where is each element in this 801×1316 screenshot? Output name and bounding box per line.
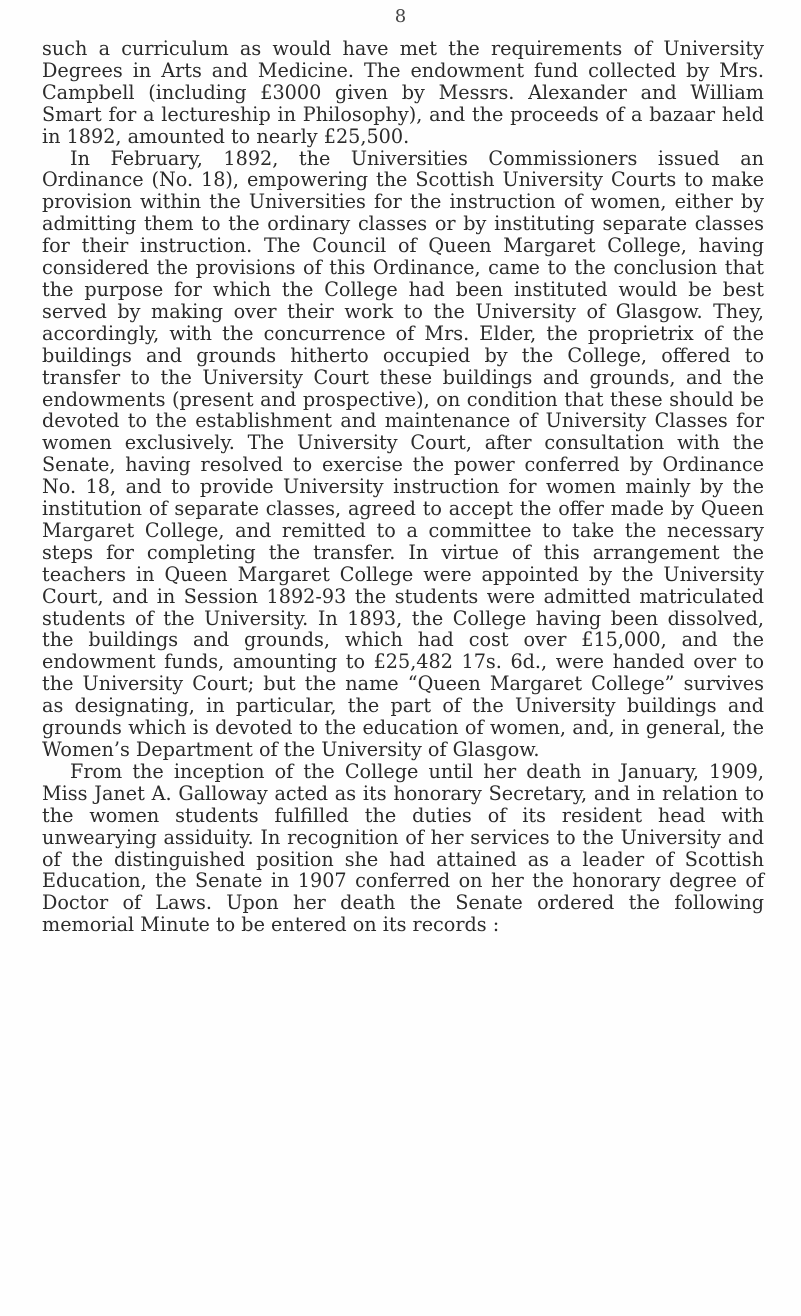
- paragraph: In February, 1892, the Universities Commissioners issued an Ordinance (No. 18), empowering the Scottish University Courts to make provision within the Universities for the instruction of women, either by admitting them to the ordinary classes or by instituting separate classes for their instruction. The Council of Queen Margaret College, having considered the provisions of this Ordinance, came to the conclusion that the purpose for which the College had been instituted would be best served by making over their work to the University of Glasgow. They, accordingly, with the concurrence of Mrs. Elder, the proprietrix of the buildings and grounds hitherto occupied by the College, offered to transfer to the University Court these buildings and grounds, and the endowments (present and prospective), on condition that these should be devoted to the establishment and maintenance of University Classes for women exclusively. The University Court, after consultation with the Senate, having resolved to exercise the power conferred by Ordinance No. 18, and to provide University instruction for women mainly by the institution of separate classes, agreed to accept the offer made by Queen Margaret College, and remitted to a committee to take the necessary steps for completing the transfer. In virtue of this arrangement the teachers in Queen Margaret College were appointed by the University Court, and in Session 1892-93 the students were admitted matriculated students of the University. In 1893, the College having been dissolved, the buildings and grounds, which had cost over £15,000, and the endowment funds, amounting to £25,482 17s. 6d., were handed over to the University Court; but the name “Queen Margaret College” survives as designating, in particular, the part of the University buildings and grounds which is devoted to the education of women, and, in general, the Women’s Department of the University of Glasgow.: [42, 146, 764, 761]
- paragraph: such a curriculum as would have met the requirements of University Degrees in Arts and Medicine. The endowment fund collected by Mrs. Campbell (including £3000 given by Messrs. Alexander and William Smart for a lectureship in Philosophy), and the proceeds of a bazaar held in 1892, amounted to nearly £25,500.: [42, 37, 764, 148]
- body-text: [42, 38, 764, 936]
- page-number: 8: [394, 6, 407, 27]
- paragraph: From the inception of the College until her death in January, 1909, Miss Janet A. Galloway acted as its honorary Secretary, and in relation to the women students fulfilled the duties of its resident head with unwearying assiduity. In recognition of her services to the University and of the distinguished position she had attained as a leader of Scottish Education, the Senate in 1907 conferred on her the honorary degree of Doctor of Laws. Upon her death the Senate ordered the following memorial Minute to be entered on its records :: [42, 759, 764, 937]
